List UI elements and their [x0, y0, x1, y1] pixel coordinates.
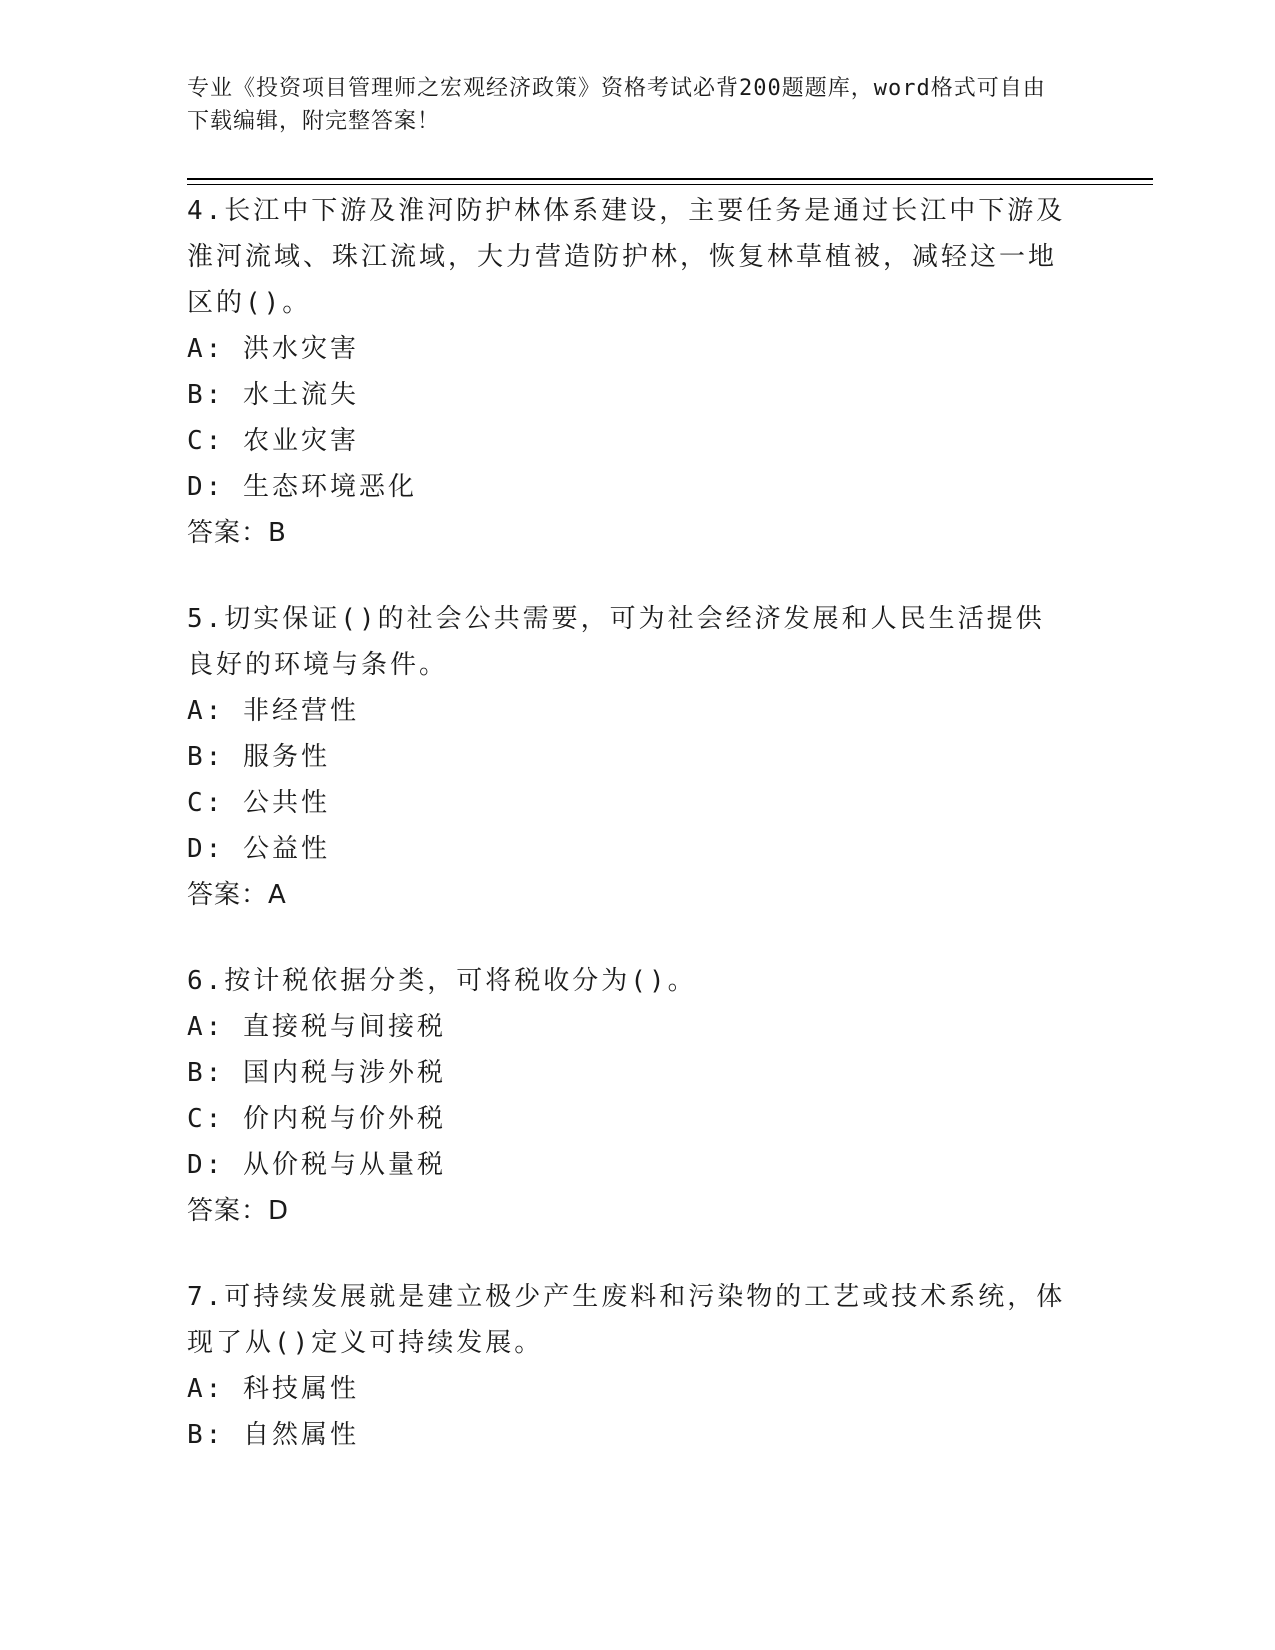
option-b: B: 水土流失	[187, 380, 359, 410]
header-divider-thin	[187, 184, 1153, 185]
question-stem: 5.切实保证()的社会公共需要，可为社会经济发展和人民生活提供良好的环境与条件。	[187, 604, 1045, 680]
question-stem: 7.可持续发展就是建立极少产生废料和污染物的工艺或技术系统，体现了从()定义可持续发展。	[187, 1282, 1066, 1358]
option-d: D: 公益性	[187, 834, 330, 864]
answer-line: 答案：B	[187, 518, 287, 548]
option-b: B: 自然属性	[187, 1420, 359, 1450]
option-a: A: 洪水灾害	[187, 334, 359, 364]
question-stem: 4.长江中下游及淮河防护林体系建设，主要任务是通过长江中下游及淮河流域、珠江流域，大力营造防护林，恢复林草植被，减轻这一地区的()。	[187, 196, 1066, 318]
question-stem: 6.按计税依据分类，可将税收分为()。	[187, 966, 697, 996]
option-d: D: 从价税与从量税	[187, 1150, 446, 1180]
option-c: C: 公共性	[187, 788, 330, 818]
question-block	[187, 958, 1067, 1234]
question-block	[187, 1274, 1067, 1458]
option-b: B: 国内税与涉外税	[187, 1058, 446, 1088]
question-block	[187, 596, 1067, 918]
question-list	[187, 188, 1067, 1458]
option-c: C: 农业灾害	[187, 426, 359, 456]
option-c: C: 价内税与价外税	[187, 1104, 446, 1134]
header-divider-thick	[187, 178, 1153, 180]
option-d: D: 生态环境恶化	[187, 472, 417, 502]
option-a: A: 科技属性	[187, 1374, 359, 1404]
option-a: A: 非经营性	[187, 696, 359, 726]
option-b: B: 服务性	[187, 742, 330, 772]
answer-line: 答案：A	[187, 880, 287, 910]
document-header: 专业《投资项目管理师之宏观经济政策》资格考试必背200题题库，word格式可自由下载编辑，附完整答案！	[187, 76, 1046, 134]
answer-line: 答案：D	[187, 1196, 290, 1226]
question-block	[187, 188, 1067, 556]
option-a: A: 直接税与间接税	[187, 1012, 446, 1042]
